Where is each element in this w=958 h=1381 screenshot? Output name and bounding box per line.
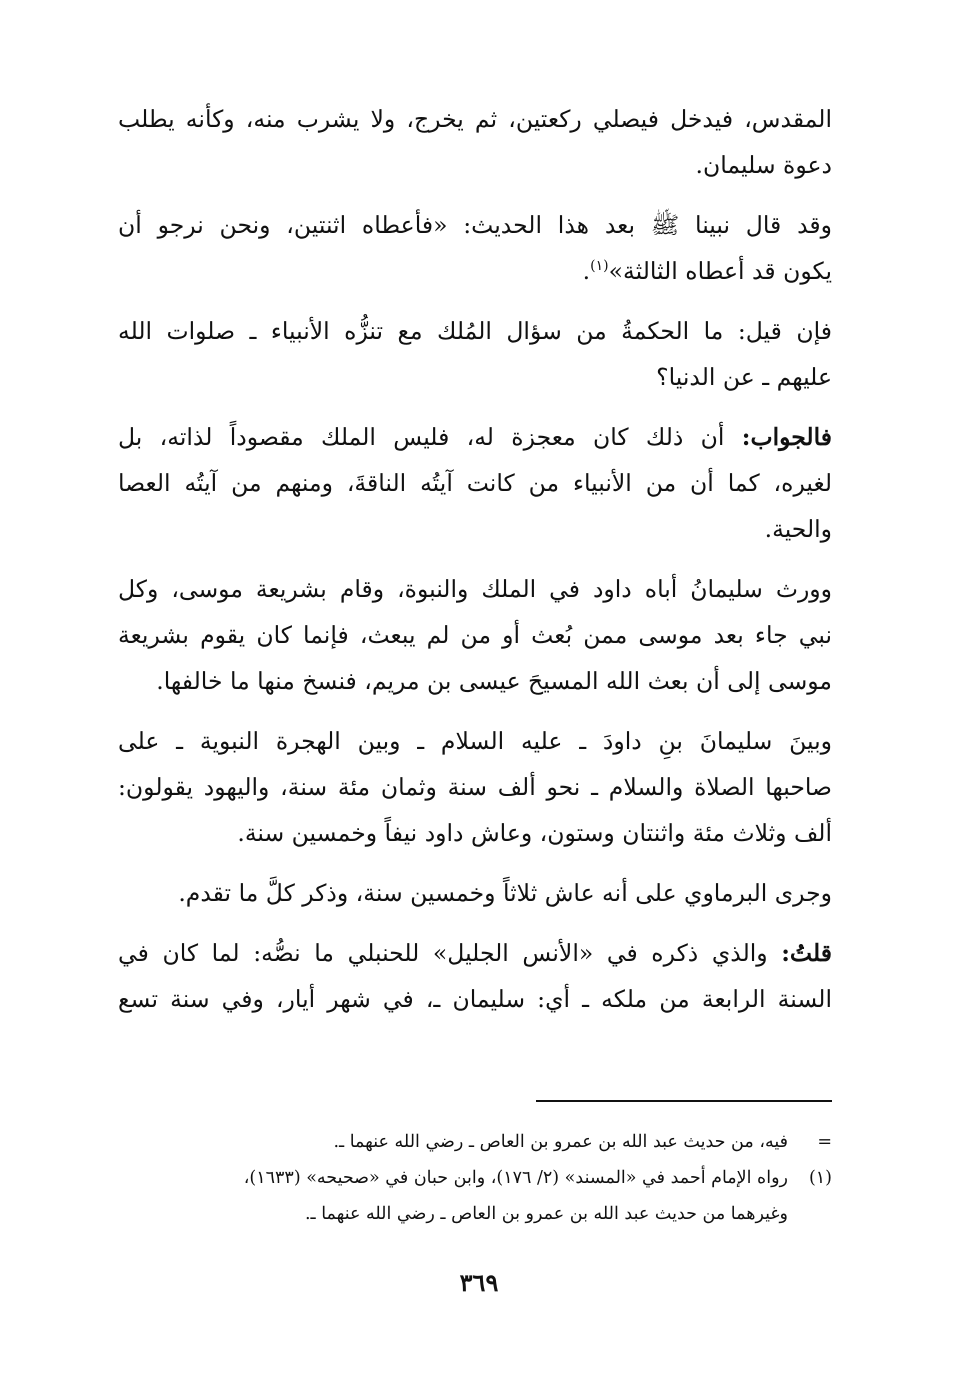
footnote-line: فيه، من حديث عبد الله بن عمرو بن العاص ـ رضي الله عنهما ـ. [333,1132,788,1152]
footnote-line: وغيرهما من حديث عبد الله بن عمرو بن العاص ـ رضي الله عنهما ـ. [304,1204,788,1224]
text-line: فإن قيل: ما الحكمةُ من سؤال المُلك مع تنزُّه الأنبياء ـ صلوات الله [118,317,832,345]
footnote-1 [118,1160,832,1232]
text-segment: . [582,257,591,285]
footnote-text [118,1124,788,1160]
text-line: السنة الرابعة من ملكه ـ أي: سليمان ـ، في شهر أيار، وفي سنة تسع [118,985,832,1013]
text-line: والحية. [764,515,832,543]
footnote-text [118,1160,788,1232]
note-lead-word: قلتُ: [781,939,833,967]
text-segment: أن ذلك كان معجزة له، فليس الملك مقصوداً لذاته، بل [118,423,742,451]
text-line: المقدس، فيدخل فيصلي ركعتين، ثم يخرج، ولا يشرب منه، وكأنه يطلب [118,105,832,133]
paragraph-5 [118,566,832,704]
footnote-continuation [118,1124,832,1160]
text-line: موسى إلى أن بعث الله المسيحَ عيسى بن مريم، فنسخ منها ما خالفها. [156,667,832,695]
text-line: وورث سليمانُ أباه داود في الملك والنبوة، وقام بشريعة موسى، وكل [118,575,832,603]
paragraph-8 [118,930,832,1022]
text-line [118,248,832,294]
footnote-separator [536,1100,832,1102]
paragraph-6 [118,718,832,856]
paragraph-1 [118,96,832,188]
footnote-reference[interactable]: (١) [590,258,609,275]
text-line: لغيره، كما أن من الأنبياء من كانت آيتُه الناقةَ، ومنهم من آيتُه العصا [118,469,832,497]
text-line [118,414,832,460]
footnote-mark: (١) [808,1168,832,1188]
text-segment: يكون قد أعطاه الثالثة» [608,257,832,285]
paragraph-7 [118,870,832,916]
text-line: ألف وثلاث مئة واثنتان وستون، وعاش داود نيفاً وخمسين سنة. [237,819,832,847]
main-text [118,96,832,1036]
text-line: دعوة سليمان. [695,151,832,179]
text-line: وبينَ سليمانَ بنِ داودَ ـ عليه السلام ـ وبين الهجرة النبوية ـ على [118,727,832,755]
paragraph-4 [118,414,832,552]
footnote-mark: = [817,1132,832,1152]
text-line [118,930,832,976]
text-line: وقد قال نبينا ﷺ بعد هذا الحديث: «فأعطاه اثنتين، ونحن نرجو أن [118,211,832,239]
text-line: وجرى البرماوي على أنه عاش ثلاثاً وخمسين سنة، وذكر كلَّ ما تقدم. [178,879,832,907]
answer-lead-word: فالجواب: [741,423,832,451]
paragraph-2 [118,202,832,294]
text-line: عليهم ـ عن الدنيا؟ [656,363,832,391]
text-line: صاحبها الصلاة والسلام ـ نحو ألف سنة وثمان مئة سنة، واليهود يقولون: [118,773,832,801]
footnote-line: رواه الإمام أحمد في «المسند» (٢/ ١٧٦)، وابن حبان في «صحيحه» (١٦٣٣)، [243,1168,788,1188]
paragraph-3 [118,308,832,400]
page-number: ٣٦٩ [459,1268,499,1297]
text-segment: والذي ذكره في «الأنس الجليل» للحنبلي ما نصُّه: لما كان في [118,939,782,967]
footnotes [118,1124,832,1232]
text-line: نبي جاء بعد موسى ممن بُعث أو من لم يبعث، فإنما كان يقوم بشريعة [118,621,832,649]
